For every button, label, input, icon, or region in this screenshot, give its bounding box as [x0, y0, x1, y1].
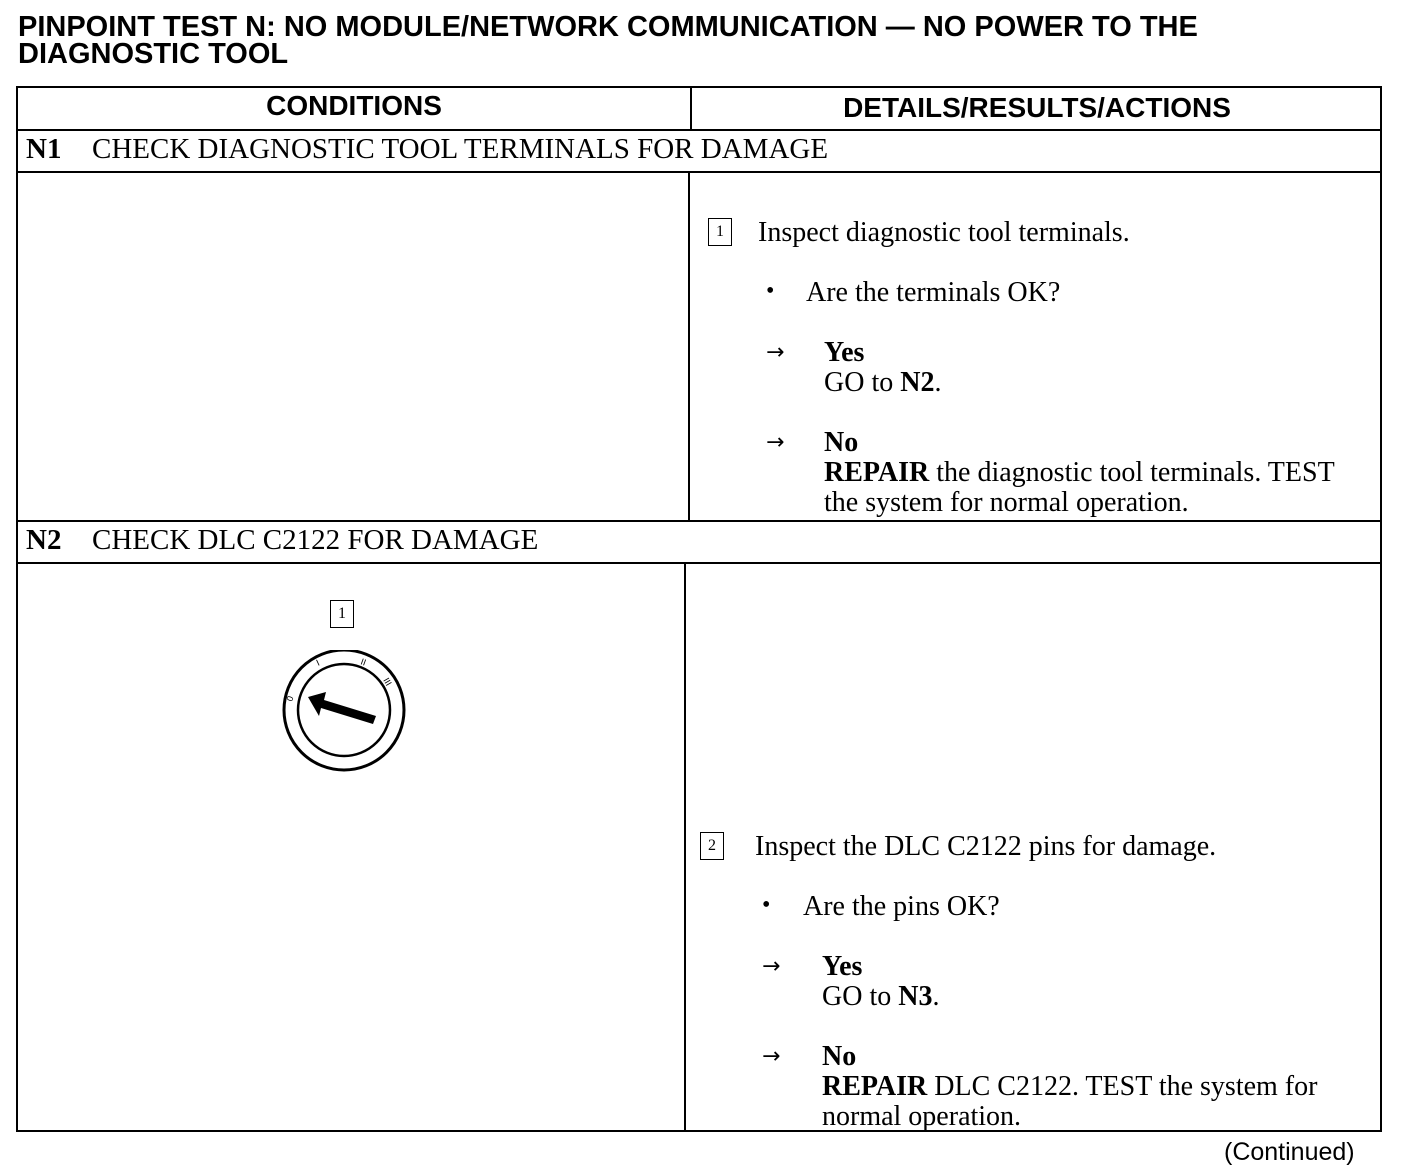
n1-yes-action: GO to — [824, 367, 901, 398]
n1-no-label: No — [824, 427, 859, 458]
n2-top-rule — [18, 520, 1380, 522]
n2-yes-label: Yes — [822, 951, 863, 982]
continued-note: (Continued) — [1224, 1138, 1355, 1166]
n1-instruction: Inspect diagnostic tool terminals. — [758, 217, 1130, 248]
ignition-mark-1: I — [314, 657, 322, 668]
n1-yes-label: Yes — [824, 337, 865, 368]
n1-yes-ref: N2 — [900, 367, 935, 398]
n1-no-action-rest: the diagnostic tool terminals. TEST — [929, 457, 1335, 488]
ignition-switch-icon — [278, 650, 412, 772]
n2-bullet: • — [762, 892, 771, 918]
pinpoint-table — [16, 86, 1382, 1132]
ignition-mark-0: 0 — [284, 694, 296, 703]
n2-no-action-verb: REPAIR — [822, 1071, 928, 1102]
n2-divider — [684, 562, 686, 1132]
n2-yes-action: GO to — [822, 981, 899, 1012]
n2-yes-arrow: → — [762, 954, 781, 979]
n1-title-rule — [18, 171, 1380, 173]
n2-step-number-box: 2 — [700, 832, 724, 860]
conditions-header: CONDITIONS — [266, 90, 442, 121]
ignition-mark-3: III — [381, 676, 394, 688]
n1-question: Are the terminals OK? — [806, 277, 1061, 308]
ignition-key-arrow — [308, 692, 376, 724]
n1-no-arrow: → — [766, 430, 785, 455]
n2-no-result — [822, 1042, 1317, 1132]
n2-no-action-line2: normal operation. — [822, 1101, 1022, 1132]
n1-no-action-verb: REPAIR — [824, 457, 930, 488]
n2-title-rule — [18, 562, 1380, 564]
header-rule — [18, 129, 1380, 131]
n2-yes-result — [822, 952, 939, 1012]
n2-instruction: Inspect the DLC C2122 pins for damage. — [755, 831, 1217, 862]
n1-bullet: • — [766, 278, 775, 304]
n2-no-arrow: → — [762, 1044, 781, 1069]
figure-step-number-box: 1 — [330, 600, 354, 628]
n1-yes-period: . — [934, 367, 942, 398]
n1-yes-result — [824, 338, 941, 398]
n2-yes-period: . — [932, 981, 940, 1012]
n2-yes-ref: N3 — [898, 981, 933, 1012]
step-n2-heading — [26, 524, 538, 557]
step-n1-heading — [26, 133, 828, 166]
n1-no-action-line2: the system for normal operation. — [824, 487, 1189, 518]
n1-divider — [688, 171, 690, 520]
details-header: DETAILS/RESULTS/ACTIONS — [843, 92, 1231, 123]
step-n2-title: CHECK DLC C2122 FOR DAMAGE — [92, 524, 539, 556]
step-n1-title: CHECK DIAGNOSTIC TOOL TERMINALS FOR DAMAGE — [92, 133, 829, 165]
n1-step-number-box: 1 — [708, 218, 732, 246]
n1-no-result — [824, 428, 1335, 518]
step-n1-id: N1 — [26, 133, 62, 165]
n2-no-label: No — [822, 1041, 857, 1072]
n1-yes-arrow: → — [766, 340, 785, 365]
ignition-mark-2: II — [359, 656, 368, 668]
n2-question: Are the pins OK? — [803, 891, 1000, 922]
page-title: PINPOINT TEST N: NO MODULE/NETWORK COMMUNICATION — NO POWER TO THE DIAGNOSTIC TOOL — [18, 11, 1198, 70]
n2-no-action-rest: DLC C2122. TEST the system for — [927, 1071, 1318, 1102]
step-n2-id: N2 — [26, 524, 62, 556]
